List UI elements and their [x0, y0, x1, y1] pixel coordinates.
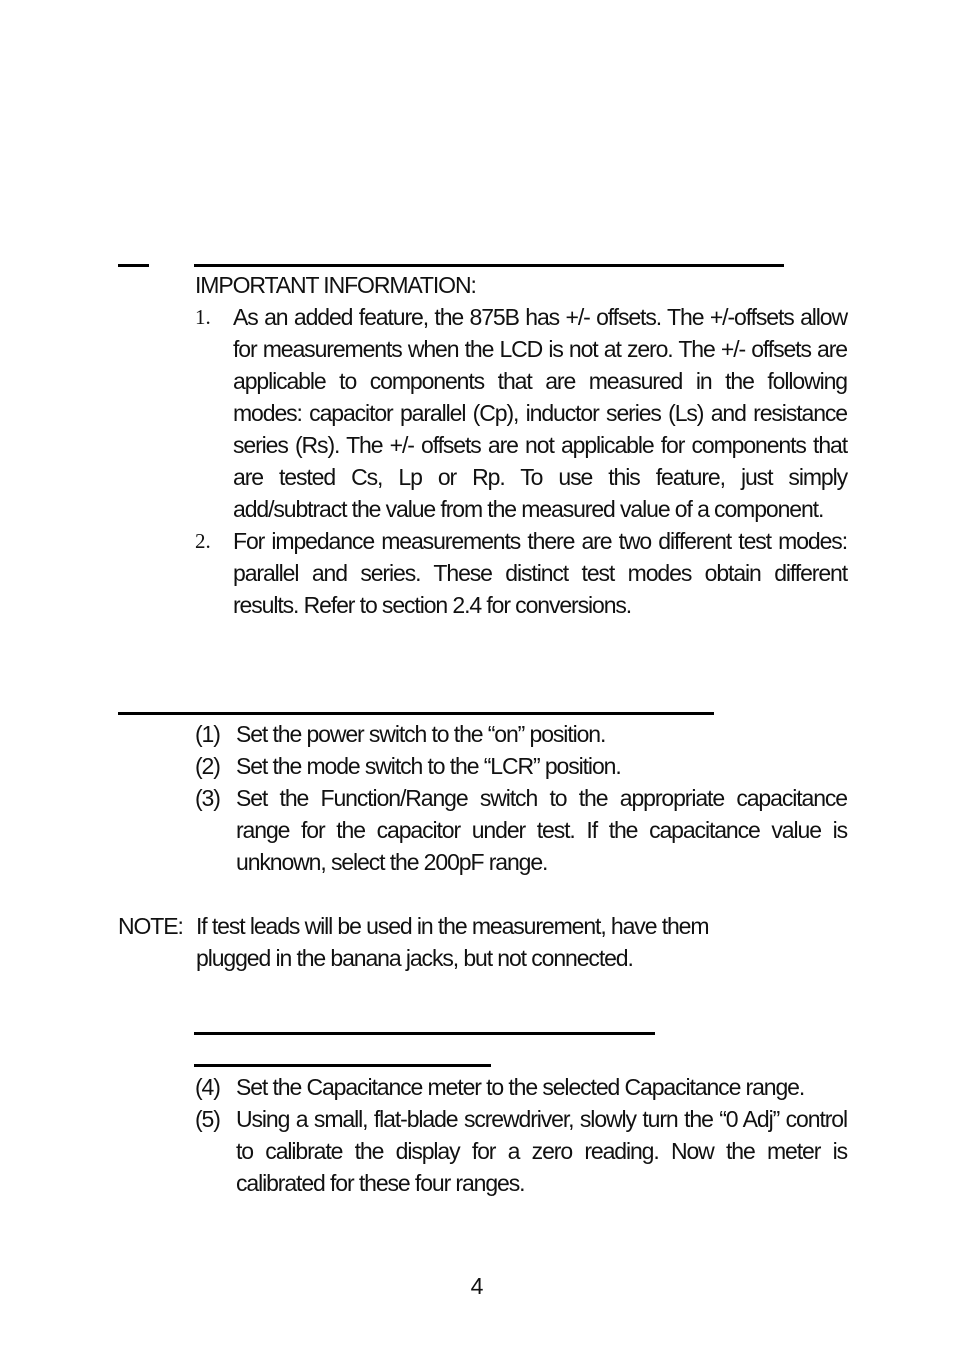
- step-item-2: [195, 750, 847, 782]
- step-item-1: [195, 718, 847, 750]
- note-line-1: If test leads will be used in the measurement, have them: [196, 913, 709, 939]
- heading-rule-section: [118, 712, 714, 715]
- step-number: (5): [195, 1106, 220, 1132]
- list-number: 2.: [195, 529, 211, 553]
- step-number: (2): [195, 753, 220, 779]
- heading-rule-procedure: [194, 1064, 491, 1067]
- important-item-2: [195, 525, 847, 621]
- list-text: For impedance measurements there are two different test modes: parallel and series. These distinct test modes obtain different results. Refer to section 2.4 for conversions.: [233, 528, 847, 618]
- page-number: 4: [470, 1273, 484, 1299]
- step-number: (1): [195, 721, 220, 747]
- step-number: (4): [195, 1074, 220, 1100]
- steps-calibration: [195, 1071, 847, 1199]
- heading-rule-subsection: [194, 1032, 655, 1035]
- step-text: Set the Capacitance meter to the selected Capacitance range.: [236, 1074, 805, 1100]
- list-text: As an added feature, the 875B has +/- offsets. The +/-offsets allow for measurements when the LCD is not at zero. The +/- offsets are applicable to components that are measured in the following modes: capacitor parallel (Cp), inductor series (Ls) and resistance series (Rs). The +/- offsets are not applicable for components that are tested Cs, Lp or Rp. To use this feature, just simply add/subtract the value from the measured value of a component.: [233, 304, 847, 522]
- step-text: Set the Function/Range switch to the appropriate capacitance range for the capacitor under test. If the capacitance value is unknown, select the 200pF range.: [236, 785, 847, 875]
- step-number: (3): [195, 785, 220, 811]
- steps-setup: [195, 718, 847, 878]
- list-number: 1.: [195, 305, 211, 329]
- step-text: Using a small, flat-blade screwdriver, slowly turn the “0 Adj” control to calibrate the display for a zero reading. Now the meter is calibrated for these four ranges.: [236, 1106, 847, 1196]
- important-information: [195, 269, 847, 621]
- step-text: Set the mode switch to the “LCR” position.: [236, 753, 621, 779]
- step-item-5: [195, 1103, 847, 1199]
- step-item-3: [195, 782, 847, 878]
- note-label: NOTE:: [118, 913, 183, 939]
- note-line-2: plugged in the banana jacks, but not connected.: [196, 945, 633, 971]
- short-rule-left: [118, 264, 149, 267]
- important-item-1: [195, 301, 847, 525]
- important-heading: IMPORTANT INFORMATION:: [195, 272, 476, 298]
- heading-rule-important: [194, 264, 784, 267]
- step-text: Set the power switch to the “on” position.: [236, 721, 606, 747]
- step-item-4: [195, 1071, 847, 1103]
